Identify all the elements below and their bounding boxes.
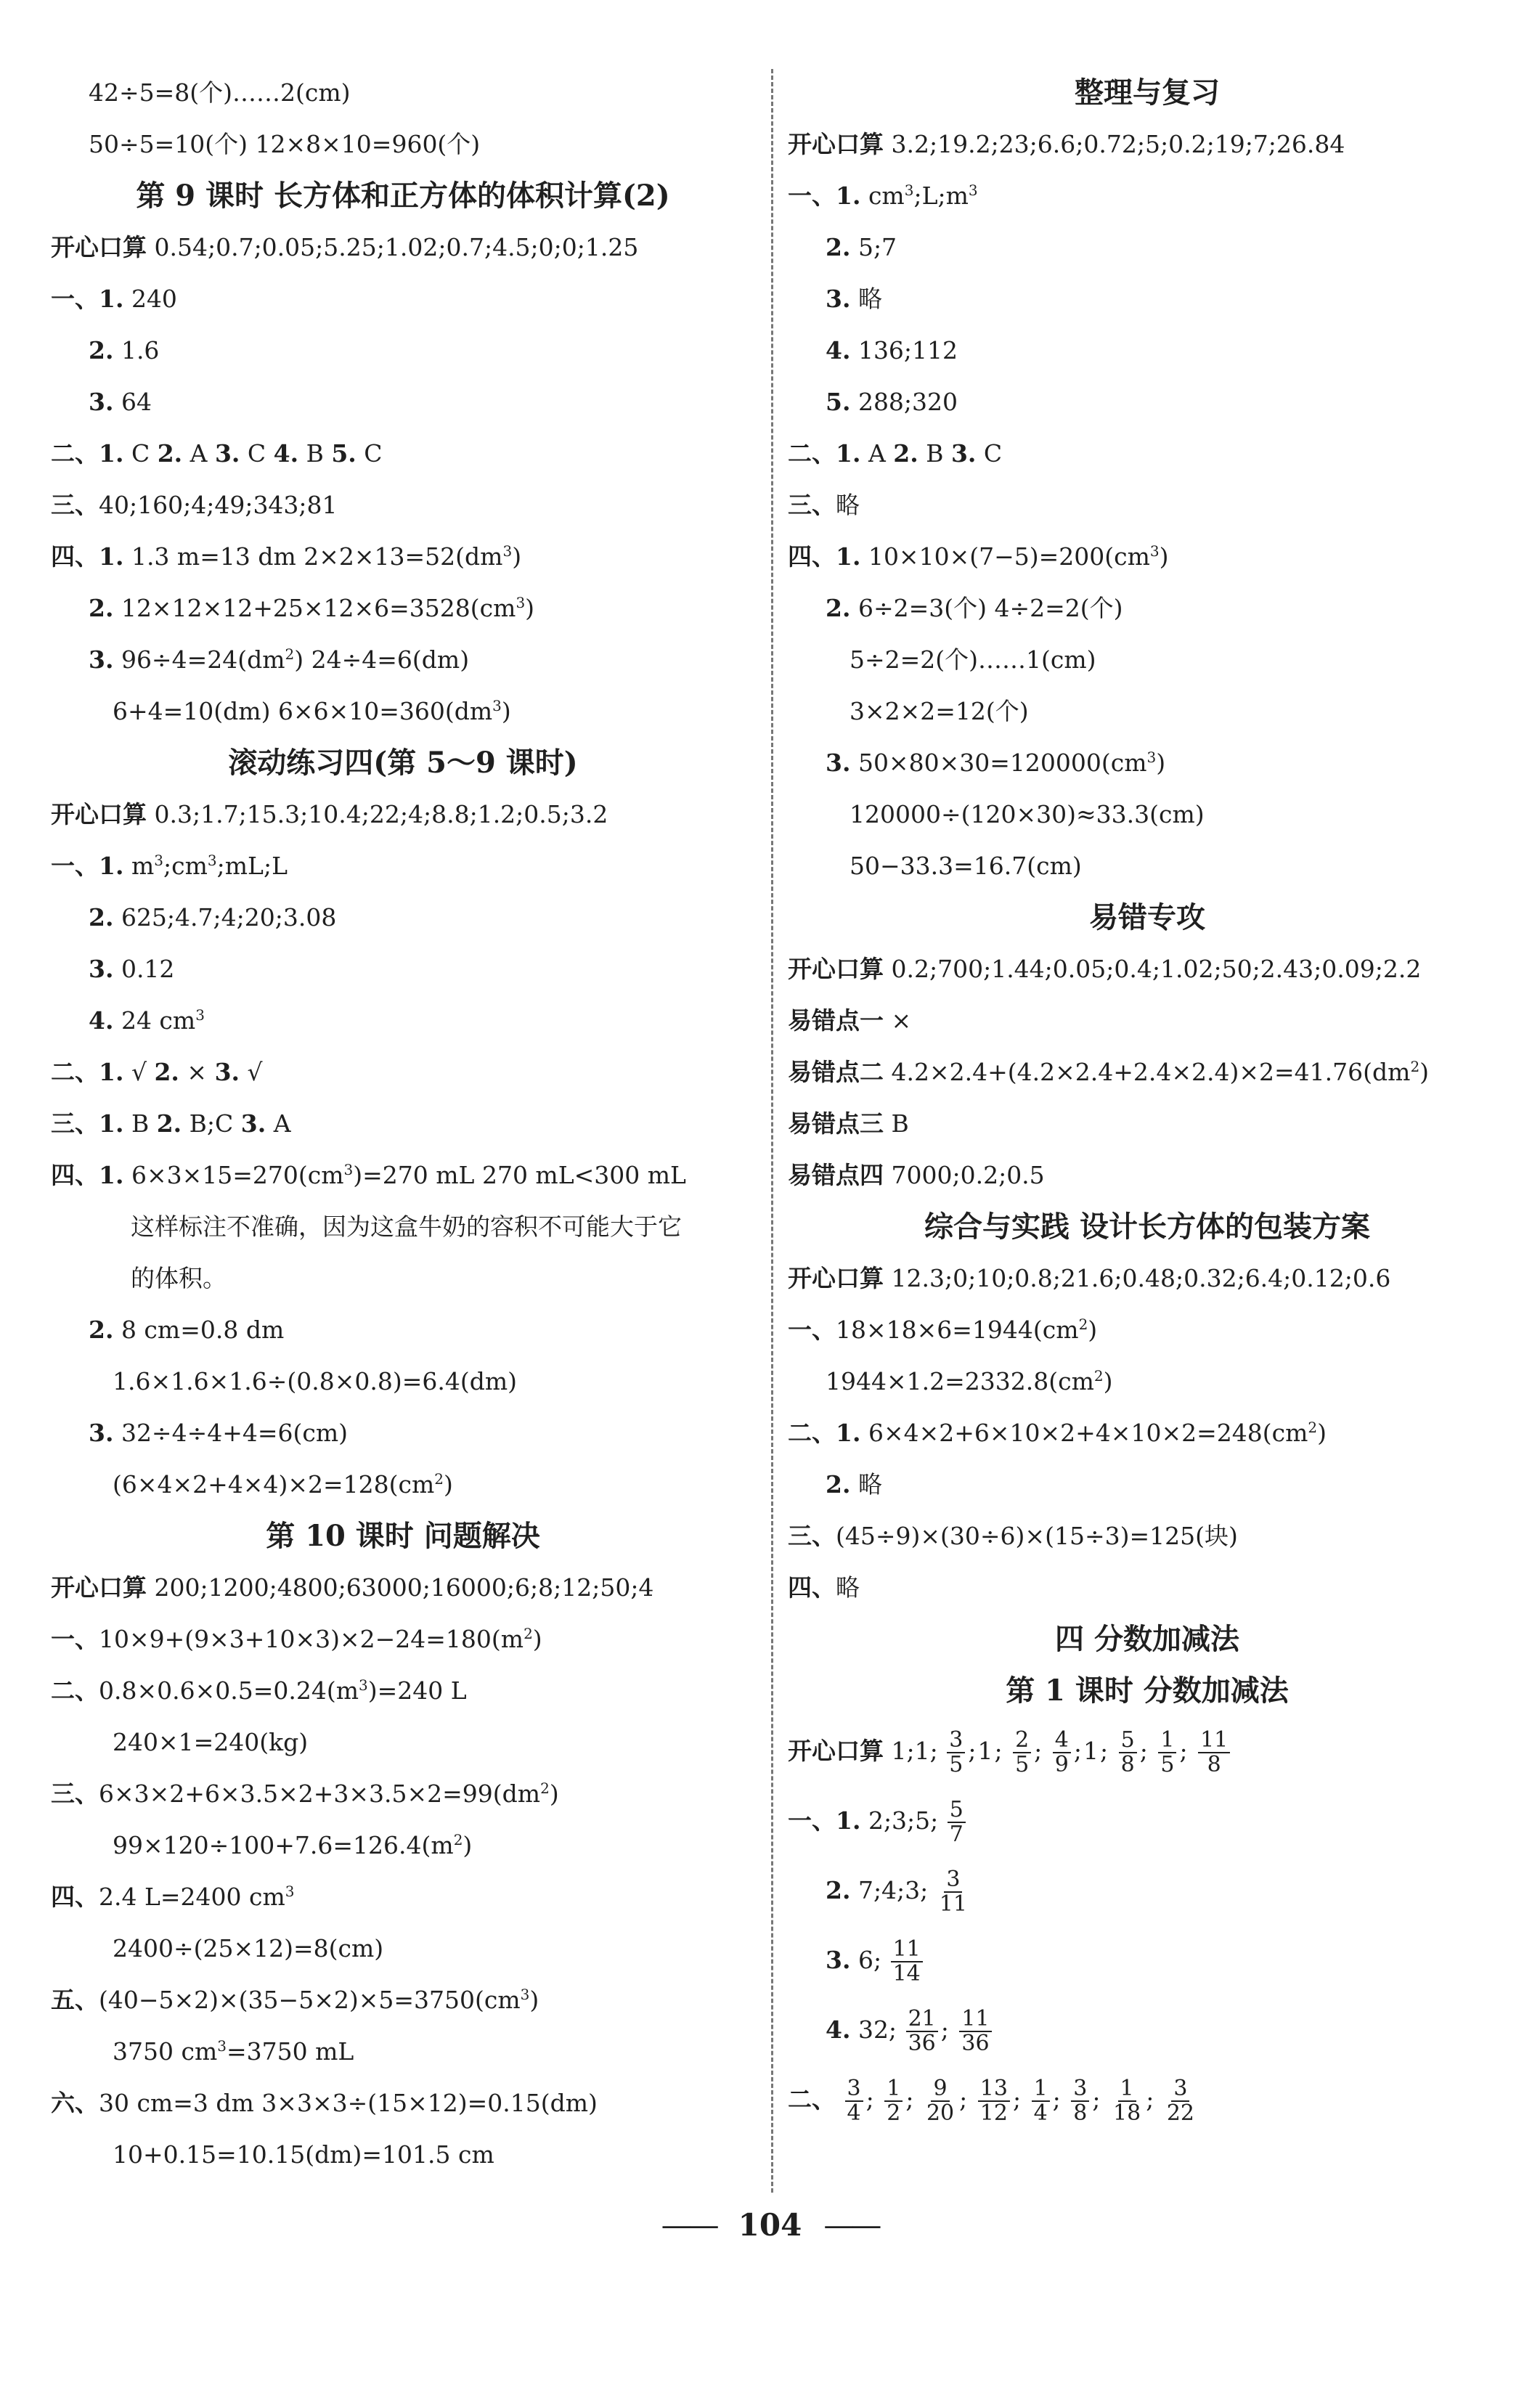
- fraction: $\frac{9}{20}$: [926, 2076, 955, 2126]
- answer-line: 3. 略: [826, 285, 882, 313]
- answer-line: 一、1. $m^3;cm^3;mL;L$: [51, 852, 288, 880]
- fraction: $\frac{2}{5}$: [1013, 1729, 1031, 1777]
- section-heading: 第 10 课时 问题解决: [266, 1519, 540, 1553]
- answer-line: 三、$6\times 3\times 2+6\times 3.5\times 2+3\times 3.5\times 2=99(dm^2)$: [51, 1780, 559, 1808]
- mental-math-line: 开心口算 3.2;19.2;23;6.6;0.72;5;0.2;19;7;26.84: [788, 130, 1345, 158]
- answer-line: 3. 32÷4÷4+4=6(cm): [89, 1419, 349, 1447]
- fraction: $\frac{21}{36}$: [906, 2007, 938, 2055]
- section-heading: 第 9 课时 长方体和正方体的体积计算(2): [136, 179, 670, 213]
- answer-line: 5. 288;320: [826, 388, 958, 416]
- answer-line: 10+0.15=10.15(dm)=101.5 cm: [113, 2140, 494, 2169]
- answer-line: 3750 $cm^3=3750$ mL: [113, 2037, 354, 2066]
- answer-line: 2. 略: [826, 1470, 882, 1499]
- column-divider: [771, 69, 773, 2193]
- answer-line: 3. 0.12: [89, 955, 175, 983]
- answer-line: 二、$0.8\times 0.6\times 0.5=0.24(m^3)=240$ L: [51, 1676, 467, 1705]
- right-column: [788, 67, 1507, 2135]
- fraction: $\frac{1}{18}$: [1113, 2076, 1141, 2126]
- answer-line: 易错点四 7000;0.2;0.5: [788, 1161, 1045, 1189]
- answer-line: 四、1. 1.3 m=13 dm $2\times 2\times 13=52(dm^3)$: [51, 542, 522, 571]
- answer-line: 2400÷(25×12)=8(cm): [113, 1934, 384, 1962]
- answer-line: 四、1. $6\times 3\times 15=270(cm^3)=270$ mL 270 mL<300 mL: [51, 1161, 686, 1189]
- answer-line: 四、略: [788, 1573, 860, 1602]
- answer-line: 3×2×2=12(个): [850, 697, 1029, 725]
- answer-line: 3. 64: [89, 388, 152, 416]
- answer-line: 3. $96\div 4=24(dm^2)$ 24÷4=6(dm): [89, 645, 470, 674]
- answer-line: 3. 6; $\frac{11}{14}$: [788, 1925, 1507, 1995]
- answer-line: 易错点三 B: [788, 1109, 909, 1138]
- section-heading: 整理与复习: [1075, 76, 1220, 110]
- answer-line: 一、1. 2;3;5; $\frac{5}{7}$: [788, 1786, 1507, 1856]
- fraction: $\frac{11}{8}$: [1198, 1729, 1230, 1777]
- answer-line: 的体积。: [131, 1264, 227, 1292]
- answer-line: 一、$18\times 18\times 6=1944(cm^2)$: [788, 1316, 1098, 1344]
- answer-line: 二、 $\frac{3}{4}$ ; $\frac{1}{2}$ ; $\frac{9}{20}$ ; $\frac{13}{12}$ ; $\frac{1}{4}$ ; $\frac{3}{8}$ ; $\frac{1}{18}$ ; $\frac{3}{22}$: [788, 2065, 1507, 2135]
- answer-line: 2. 5;7: [826, 233, 897, 261]
- mental-math-line: 开心口算 200;1200;4800;63000;16000;6;8;12;50;4: [51, 1573, 654, 1602]
- mental-math-line: 开心口算 0.2;700;1.44;0.05;0.4;1.02;50;2.43;0.09;2.2: [788, 955, 1422, 983]
- answer-line: 4. 136;112: [826, 336, 958, 364]
- fraction: $\frac{1}{5}$: [1158, 1729, 1176, 1777]
- answer-line: 42÷5=8(个)……2(cm): [89, 78, 351, 107]
- answer-line: $(6\times 4\times 2+4\times 4)\times 2=128(cm^2)$: [113, 1470, 453, 1499]
- answer-line: 二、1. C 2. A 3. C 4. B 5. C: [51, 439, 383, 468]
- answer-line: 120000÷(120×30)≈33.3(cm): [850, 800, 1205, 828]
- section-heading: 综合与实践 设计长方体的包装方案: [924, 1210, 1370, 1244]
- fraction: $\frac{3}{11}$: [939, 1867, 967, 1917]
- answer-line: 三、1. B 2. B;C 3. A: [51, 1109, 291, 1138]
- fraction: $\frac{1}{4}$: [1032, 2077, 1050, 2125]
- section-heading: 第 1 课时 分数加减法: [1006, 1674, 1289, 1708]
- section-heading: 滚动练习四(第 5～9 课时): [228, 746, 578, 780]
- fraction: $\frac{4}{9}$: [1053, 1729, 1071, 1777]
- mental-math-line: 开心口算 0.3;1.7;15.3;10.4;22;4;8.8;1.2;0.5;3.2: [51, 800, 608, 828]
- fraction: $\frac{3}{22}$: [1166, 2076, 1194, 2126]
- answer-line: 2. 625;4.7;4;20;3.08: [89, 903, 337, 932]
- answer-line: 五、$(40-5\times 2)\times(35-5\times 2)\times 5=3750(cm^3)$: [51, 1986, 539, 2014]
- answer-line: 三、40;160;4;49;343;81: [51, 491, 338, 519]
- answer-line: 这样标注不准确，因为这盒牛奶的容积不可能大于它: [131, 1212, 682, 1241]
- mental-math-line: 开心口算 0.54;0.7;0.05;5.25;1.02;0.7;4.5;0;0;1.25: [51, 233, 639, 261]
- fraction: $\frac{1}{2}$: [884, 2077, 903, 2125]
- answer-line: 易错点一 ×: [788, 1006, 912, 1035]
- answer-line: 易错点二 $4.2\times 2.4+(4.2\times 2.4+2.4\times 2.4)\times 2=41.76(dm^2)$: [788, 1058, 1430, 1086]
- answer-line: 6+4=10(dm) $6\times 6\times 10=360(dm^3)$: [113, 697, 511, 725]
- fraction: $\frac{3}{5}$: [947, 1729, 965, 1777]
- fraction: $\frac{13}{12}$: [978, 2077, 1010, 2125]
- answer-line: 三、(45÷9)×(30÷6)×(15÷3)=125(块): [788, 1522, 1238, 1550]
- answer-line: 50−33.3=16.7(cm): [850, 852, 1082, 880]
- left-column: [51, 67, 755, 2180]
- answer-line: 240×1=240(kg): [113, 1728, 309, 1756]
- answer-line: 2. 1.6: [89, 336, 160, 364]
- mental-math-line: 开心口算 12.3;0;10;0.8;21.6;0.48;0.32;6.4;0.12;0.6: [788, 1264, 1391, 1292]
- chapter-heading: 四 分数加减法: [1055, 1622, 1239, 1656]
- answer-line: $99\times 120\div 100+7.6=126.4(m^2)$: [113, 1831, 473, 1859]
- page-number: —— 104 ——: [661, 2207, 879, 2243]
- answer-line: 2. $12\times 12\times 12+25\times 12\times 6=3528(cm^3)$: [89, 594, 535, 622]
- answer-line: 四、2.4 L=2400 $cm^3$: [51, 1883, 295, 1911]
- fraction: $\frac{3}{4}$: [845, 2077, 863, 2125]
- answer-line: $1944\times 1.2=2332.8(cm^2)$: [826, 1367, 1113, 1395]
- section-heading: 易错专攻: [1089, 900, 1205, 934]
- answer-line: 4. 32; $\frac{21}{36}$ ; $\frac{11}{36}$: [788, 1995, 1507, 2065]
- mental-math-line: 开心口算 1;1; $\frac{3}{5}$ ;1; $\frac{2}{5}$ ; $\frac{4}{9}$ ;1; $\frac{5}{8}$ ; $\frac{1}{5}$ ; $\frac{11}{8}$: [788, 1716, 1507, 1786]
- fraction: $\frac{5}{7}$: [948, 1798, 966, 1846]
- fraction: $\frac{5}{8}$: [1119, 1729, 1137, 1777]
- answer-line: 4. 24 $cm^3$: [89, 1006, 205, 1035]
- answer-line: 50÷5=10(个) 12×8×10=960(个): [89, 130, 481, 158]
- fraction: $\frac{3}{8}$: [1071, 2077, 1089, 2125]
- fraction: $\frac{11}{14}$: [891, 1938, 923, 1986]
- answer-line: 5÷2=2(个)……1(cm): [850, 645, 1096, 674]
- answer-line: 2. 7;4;3; $\frac{3}{11}$: [788, 1856, 1507, 1925]
- answer-line: 二、1. A 2. B 3. C: [788, 439, 1003, 468]
- answer-line: 1.6×1.6×1.6÷(0.8×0.8)=6.4(dm): [113, 1367, 518, 1395]
- answer-line: 二、1. √ 2. × 3. √: [51, 1058, 263, 1086]
- answer-line: 3. $50\times 80\times 30=120000(cm^3)$: [826, 749, 1166, 777]
- answer-line: 2. 6÷2=3(个) 4÷2=2(个): [826, 594, 1123, 622]
- answer-line: 四、1. $10\times 10\times(7-5)=200(cm^3)$: [788, 542, 1169, 571]
- answer-line: 一、1. $cm^3;L;m^3$: [788, 182, 978, 210]
- answer-line: 2. 8 cm=0.8 dm: [89, 1316, 285, 1344]
- answer-line: 一、$10\times 9+(9\times 3+10\times 3)\times 2-24=180(m^2)$: [51, 1625, 542, 1653]
- answer-line: 三、略: [788, 491, 860, 519]
- fraction: $\frac{11}{36}$: [959, 2007, 991, 2055]
- answer-line: 二、1. $6\times 4\times 2+6\times 10\times 2+4\times 10\times 2=248(cm^2)$: [788, 1419, 1327, 1447]
- answer-line: 六、30 cm=3 dm 3×3×3÷(15×12)=0.15(dm): [51, 2089, 598, 2117]
- answer-line: 一、1. 240: [51, 285, 177, 313]
